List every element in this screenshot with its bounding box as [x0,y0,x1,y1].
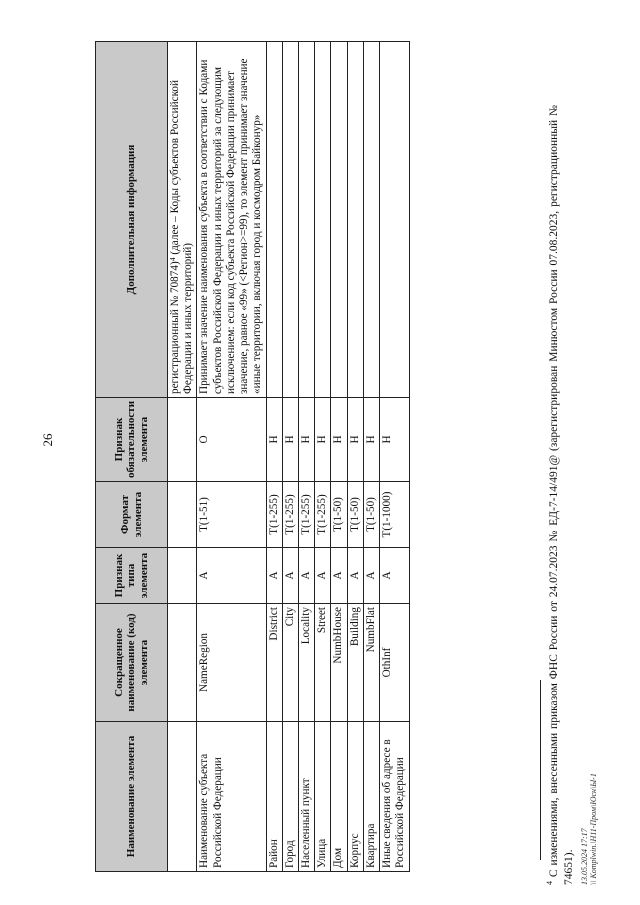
elements-table [95,41,410,872]
cell-name: Иные сведения об адресе в Российской Федерации [380,722,409,872]
cell-code: City [282,604,298,722]
cell-required: Н [380,398,409,482]
cell-type: A [331,548,347,604]
footnote-area [540,105,630,885]
cell-required: Н [331,398,347,482]
cell-code: NameRegion [197,604,266,722]
cell-type: A [347,548,363,604]
cell-format: T(1-50) [331,482,347,548]
cell-type: A [298,548,314,604]
cell-code: NumbFlat [363,604,379,722]
cell-type: A [282,548,298,604]
footnote-text [545,105,578,885]
print-stamp [580,105,599,885]
cell-type: A [363,548,379,604]
stamp-line-2: \\ Komplwin.\Н11-Пром\Юсн\Ы-1 [589,773,599,885]
cell-info: Принимает значение наименования субъекта в соответствии с Кодами субъектов Российской Федерации и иных территорий за следующим исключением: если код субъекта Российской Федерации принимает значение, равное «99» (<Регион>=99), то элемент принимает значение «иные территории, включая город и космодром Байконур» [197,42,266,398]
cell-info [347,42,363,398]
cell-format: T(1-50) [347,482,363,548]
cell-info [298,42,314,398]
cell-required: O [197,398,266,482]
table-row [266,42,282,872]
cell-name: Квартира [363,722,379,872]
continuation-cell: регистрационный № 70874)⁴ (далее – Коды субъектов Российской Федерации и иных территорий) [168,42,197,398]
cell-format: T(1-1000) [380,482,409,548]
cell-format: T(1-255) [266,482,282,548]
cell-code: Locality [298,604,314,722]
cell-info [315,42,331,398]
cell-name: Наименование субъекта Российской Федерации [197,722,266,872]
table-row [363,42,379,872]
footnote-divider [540,680,541,860]
cell-type: A [266,548,282,604]
cell-format: T(1-51) [197,482,266,548]
cell-code: District [266,604,282,722]
table-row [331,42,347,872]
cell-required: Н [266,398,282,482]
cell-code: Street [315,604,331,722]
header-code: Сокращенное наименование (код) элемента [96,604,168,722]
table-row [315,42,331,872]
cell-required: Н [315,398,331,482]
cell-name: Район [266,722,282,872]
header-type: Признак типа элемента [96,548,168,604]
table-row [347,42,363,872]
cell-name: Город [282,722,298,872]
cell-name: Улица [315,722,331,872]
cell-code: NumbHouse [331,604,347,722]
table-row [197,42,266,872]
cell-type: A [380,548,409,604]
table-row [298,42,314,872]
cell-info [282,42,298,398]
cell-info [331,42,347,398]
cell-info [266,42,282,398]
table-row [282,42,298,872]
footnote-marker: 4 [545,881,554,885]
cell-required: Н [347,398,363,482]
stamp-line-1: 13.05.2024 17:17 [579,828,589,885]
cell-format: T(1-50) [363,482,379,548]
cell-type: A [197,548,266,604]
rotated-table-area [95,42,435,872]
header-required: Признак обязательности элемента [96,398,168,482]
cell-name: Населенный пункт [298,722,314,872]
cell-required: Н [298,398,314,482]
page-number: 26 [40,433,55,447]
table-row [380,42,409,872]
footnote-body: С изменениями, внесенными приказом ФНС России от 24.07.2023 № ЕД-7-14/491@ (зарегистрирован Минюстом России 07.08.2023, регистрационный № 74651). [547,104,576,885]
cell-code: Building [347,604,363,722]
cell-required: Н [363,398,379,482]
cell-format: T(1-255) [315,482,331,548]
cell-info [380,42,409,398]
cell-info [363,42,379,398]
header-format: Формат элемента [96,482,168,548]
cell-code: OthInf [380,604,409,722]
table-row [168,42,197,872]
cell-name: Дом [331,722,347,872]
cell-format: T(1-255) [298,482,314,548]
cell-name: Корпус [347,722,363,872]
table-header-row [96,42,168,872]
cell-format: T(1-255) [282,482,298,548]
header-info: Дополнительная информация [96,42,168,398]
header-name: Наименование элемента [96,722,168,872]
cell-type: A [315,548,331,604]
cell-required: Н [282,398,298,482]
